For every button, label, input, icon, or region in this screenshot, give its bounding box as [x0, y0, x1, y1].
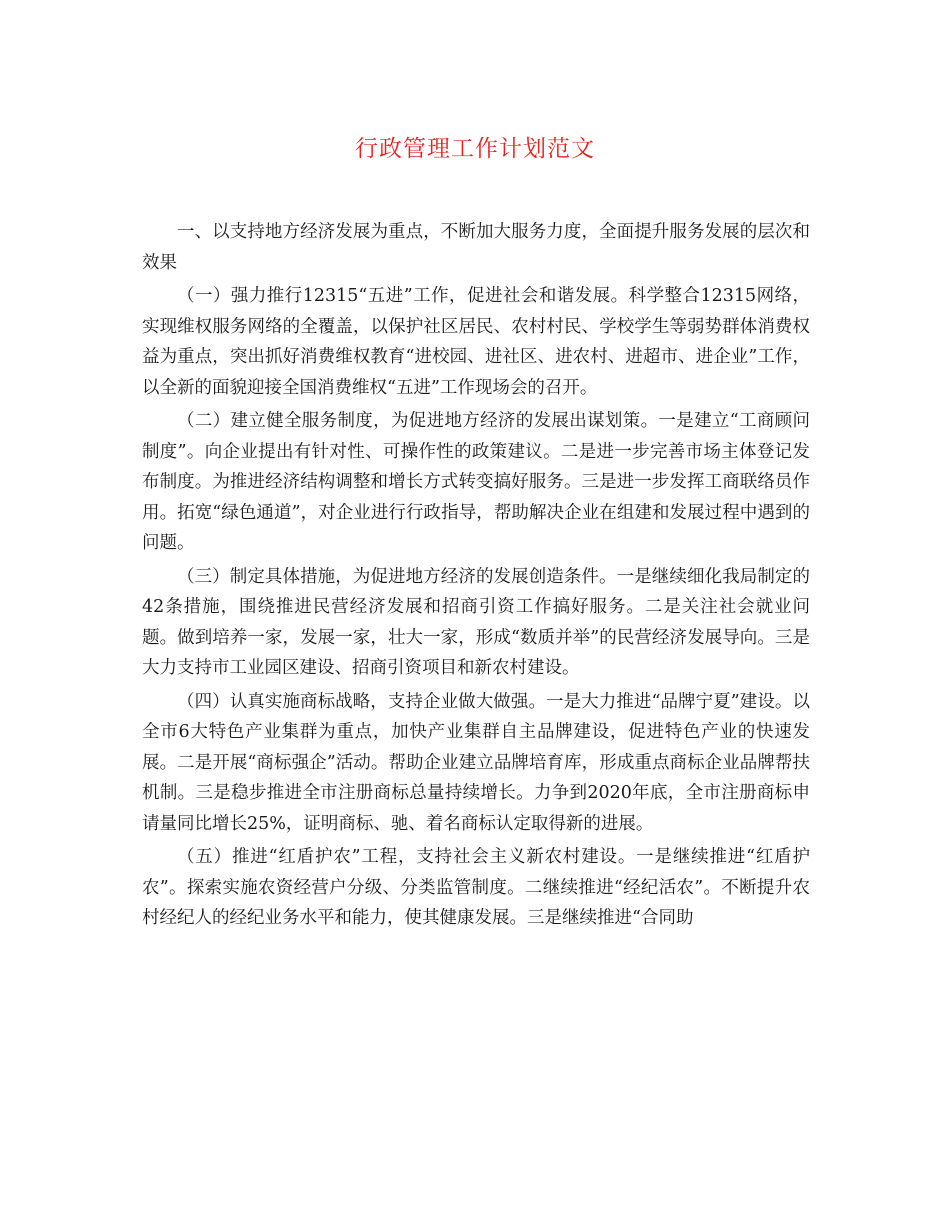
paragraph: （一）强力推行12315“五进”工作，促进社会和谐发展。科学整合12315网络，实现维权服务网络的全覆盖，以保护社区居民、农村村民、学校学生等弱势群体消费权益为重点，突出抓好消费维权教育“进校园、进社区、进农村、进超市、进企业”工作，以全新的面貌迎接全国消费维权“五进”工作现场会的召开。: [142, 286, 810, 398]
paragraph: （三）制定具体措施，为促进地方经济的发展创造条件。一是继续细化我局制定的42条措施，围绕推进民营经济发展和招商引资工作搞好服务。二是关注社会就业问题。做到培养一家，发展一家，壮大一家，形成“数质并举”的民营经济发展导向。三是大力支持市工业园区建设、招商引资项目和新农村建设。: [142, 566, 810, 678]
paragraph: （二）建立健全服务制度，为促进地方经济的发展出谋划策。一是建立“工商顾问制度”。向企业提出有针对性、可操作性的政策建议。二是进一步完善市场主体登记发布制度。为推进经济结构调整和增长方式转变搞好服务。三是进一步发挥工商联络员作用。拓宽“绿色通道”，对企业进行行政指导，帮助解决企业在组建和发展过程中遇到的问题。: [142, 411, 810, 553]
section-heading: 一、以支持地方经济发展为重点，不断加大服务力度，全面提升服务发展的层次和效果: [142, 222, 810, 273]
paragraph: （五）推进“红盾护农”工程，支持社会主义新农村建设。一是继续推进“红盾护农”。探索实施农资经营户分级、分类监管制度。二继续推进“经纪活农”。不断提升农村经纪人的经纪业务水平和能力，使其健康发展。三是继续推进“合同助: [142, 847, 810, 928]
document-body: [142, 217, 810, 937]
paragraph: （四）认真实施商标战略，支持企业做大做强。一是大力推进“品牌宁夏”建设。以全市6大特色产业集群为重点，加快产业集群自主品牌建设，促进特色产业的快速发展。二是开展“商标强企”活动。帮助企业建立品牌培育库，形成重点商标企业品牌帮扶机制。三是稳步推进全市注册商标总量持续增长。力争到2020年底，全市注册商标申请量同比增长25%，证明商标、驰、着名商标认定取得新的进展。: [142, 691, 810, 834]
document-title: 行政管理工作计划范文: [355, 136, 595, 162]
